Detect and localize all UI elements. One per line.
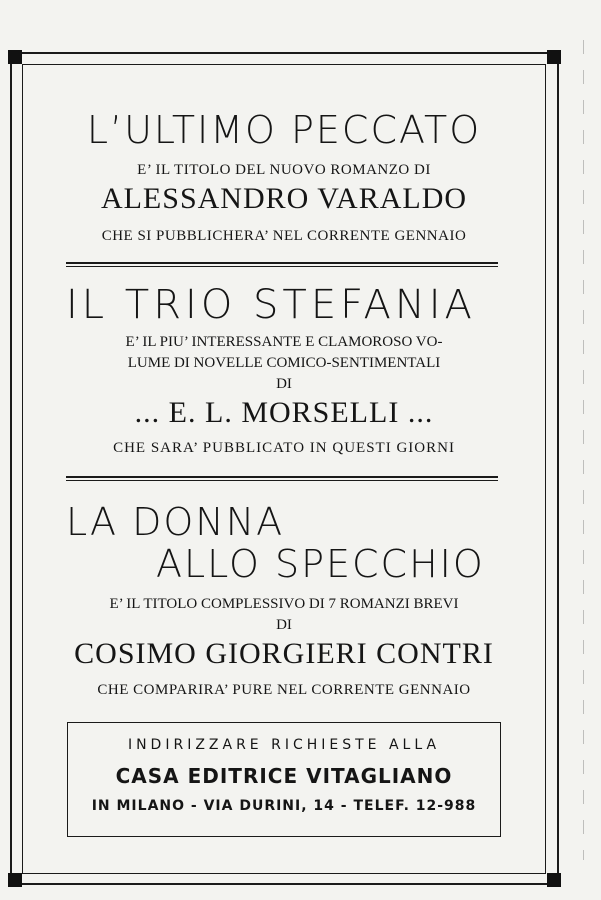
contact-line1: INDIRIZZARE RICHIESTE ALLA <box>127 737 441 753</box>
page-edge-mark <box>583 40 584 860</box>
section2-line1: E’ IL PIU’ INTERESSANTE E CLAMOROSO VO- <box>125 334 443 350</box>
section3-line2: DI <box>276 617 292 633</box>
section3-line3: CHE COMPARIRA’ PURE NEL CORRENTE GENNAIO <box>97 682 471 698</box>
section3-title-line2: ALLO SPECCHIO <box>156 542 485 586</box>
section1-line1: E’ IL TITOLO DEL NUOVO ROMANZO DI <box>137 162 431 178</box>
corner-mark <box>8 50 22 64</box>
section3-author: COSIMO GIORGIERI CONTRI <box>74 637 494 670</box>
section1-author: ALESSANDRO VARALDO <box>100 182 468 215</box>
section2-line2: LUME DI NOVELLE COMICO-SENTIMENTALI <box>127 355 441 371</box>
corner-mark <box>547 50 561 64</box>
section2-line4: CHE SARA’ PUBBLICATO IN QUESTI GIORNI <box>113 440 455 456</box>
section2-line3: DI <box>276 376 292 392</box>
section2-title: IL TRIO STEFANIA <box>66 282 476 328</box>
section1-line2: CHE SI PUBBLICHERA’ NEL CORRENTE GENNAIO <box>101 228 467 244</box>
corner-mark <box>547 873 561 887</box>
section3-title-line1: LA DONNA <box>66 500 285 544</box>
section2-author: ... E. L. MORSELLI ... <box>134 396 434 429</box>
contact-address: IN MILANO - VIA DURINI, 14 - TELEF. 12-988 <box>91 798 477 814</box>
divider-rule <box>66 262 498 264</box>
corner-mark <box>8 873 22 887</box>
contact-publisher: CASA EDITRICE VITAGLIANO <box>115 764 453 788</box>
section1-title: L’ULTIMO PECCATO <box>86 108 482 152</box>
divider-rule <box>66 476 498 478</box>
section3-line1: E’ IL TITOLO COMPLESSIVO DI 7 ROMANZI BREVI <box>109 596 459 612</box>
